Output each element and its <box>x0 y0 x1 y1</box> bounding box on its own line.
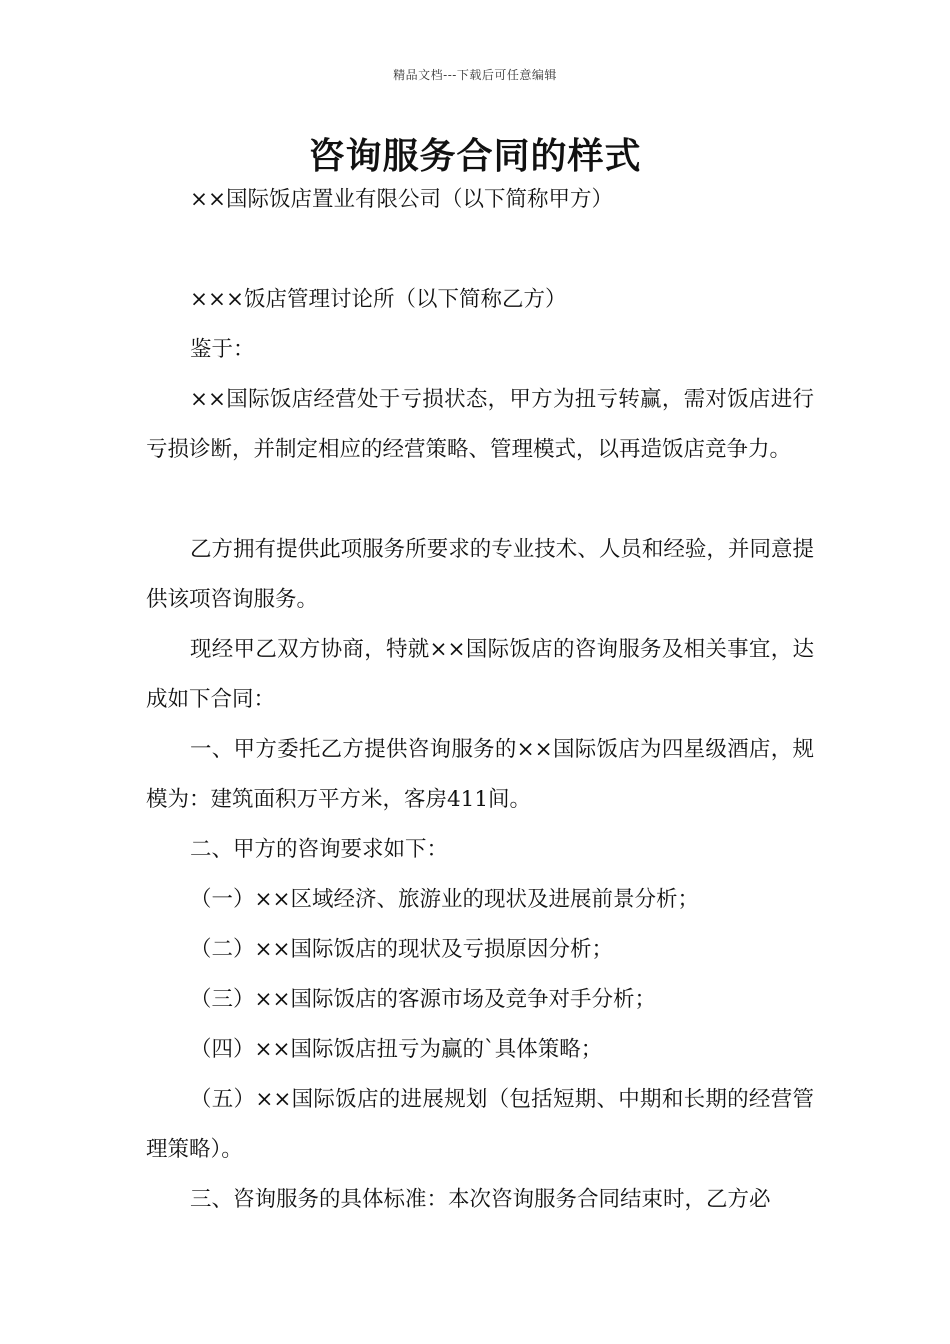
clause-2-item-5: （五）××国际饭店的进展规划（包括短期、中期和长期的经营管理策略）。 <box>146 1087 814 1162</box>
whereas-heading: 鉴于： <box>190 337 255 362</box>
clause-2: 二、甲方的咨询要求如下： <box>190 837 449 862</box>
agreement-intro: 现经甲乙双方协商，特就××国际饭店的咨询服务及相关事宜，达成如下合同： <box>146 637 814 712</box>
recital-2: 乙方拥有提供此项服务所要求的专业技术、人员和经验，并同意提供该项咨询服务。 <box>146 537 814 612</box>
clause-1: 一、甲方委托乙方提供咨询服务的××国际饭店为四星级酒店，规模为：建筑面积万平方米，客房411间。 <box>146 737 814 812</box>
document-title: 咨询服务合同的样式 <box>308 135 642 177</box>
clause-2-item-4: （四）××国际饭店扭亏为赢的`具体策略； <box>190 1037 603 1062</box>
clause-2-item-2: （二）××国际饭店的现状及亏损原因分析； <box>190 937 614 962</box>
page-header: 精品文档---下载后可任意编辑 <box>393 68 557 82</box>
clause-3: 三、咨询服务的具体标准：本次咨询服务合同结束时，乙方必 <box>190 1187 771 1212</box>
party-b-line: ×××饭店管理讨论所（以下简称乙方） <box>190 287 567 312</box>
clause-2-item-1: （一）××区域经济、旅游业的现状及进展前景分析； <box>190 887 700 912</box>
recital-1: ××国际饭店经营处于亏损状态，甲方为扭亏转赢，需对饭店进行亏损诊断，并制定相应的经营策略、管理模式，以再造饭店竞争力。 <box>146 387 814 462</box>
clause-2-item-3: （三）××国际饭店的客源市场及竞争对手分析； <box>190 987 657 1012</box>
party-a-line: ××国际饭店置业有限公司（以下简称甲方） <box>190 187 614 212</box>
